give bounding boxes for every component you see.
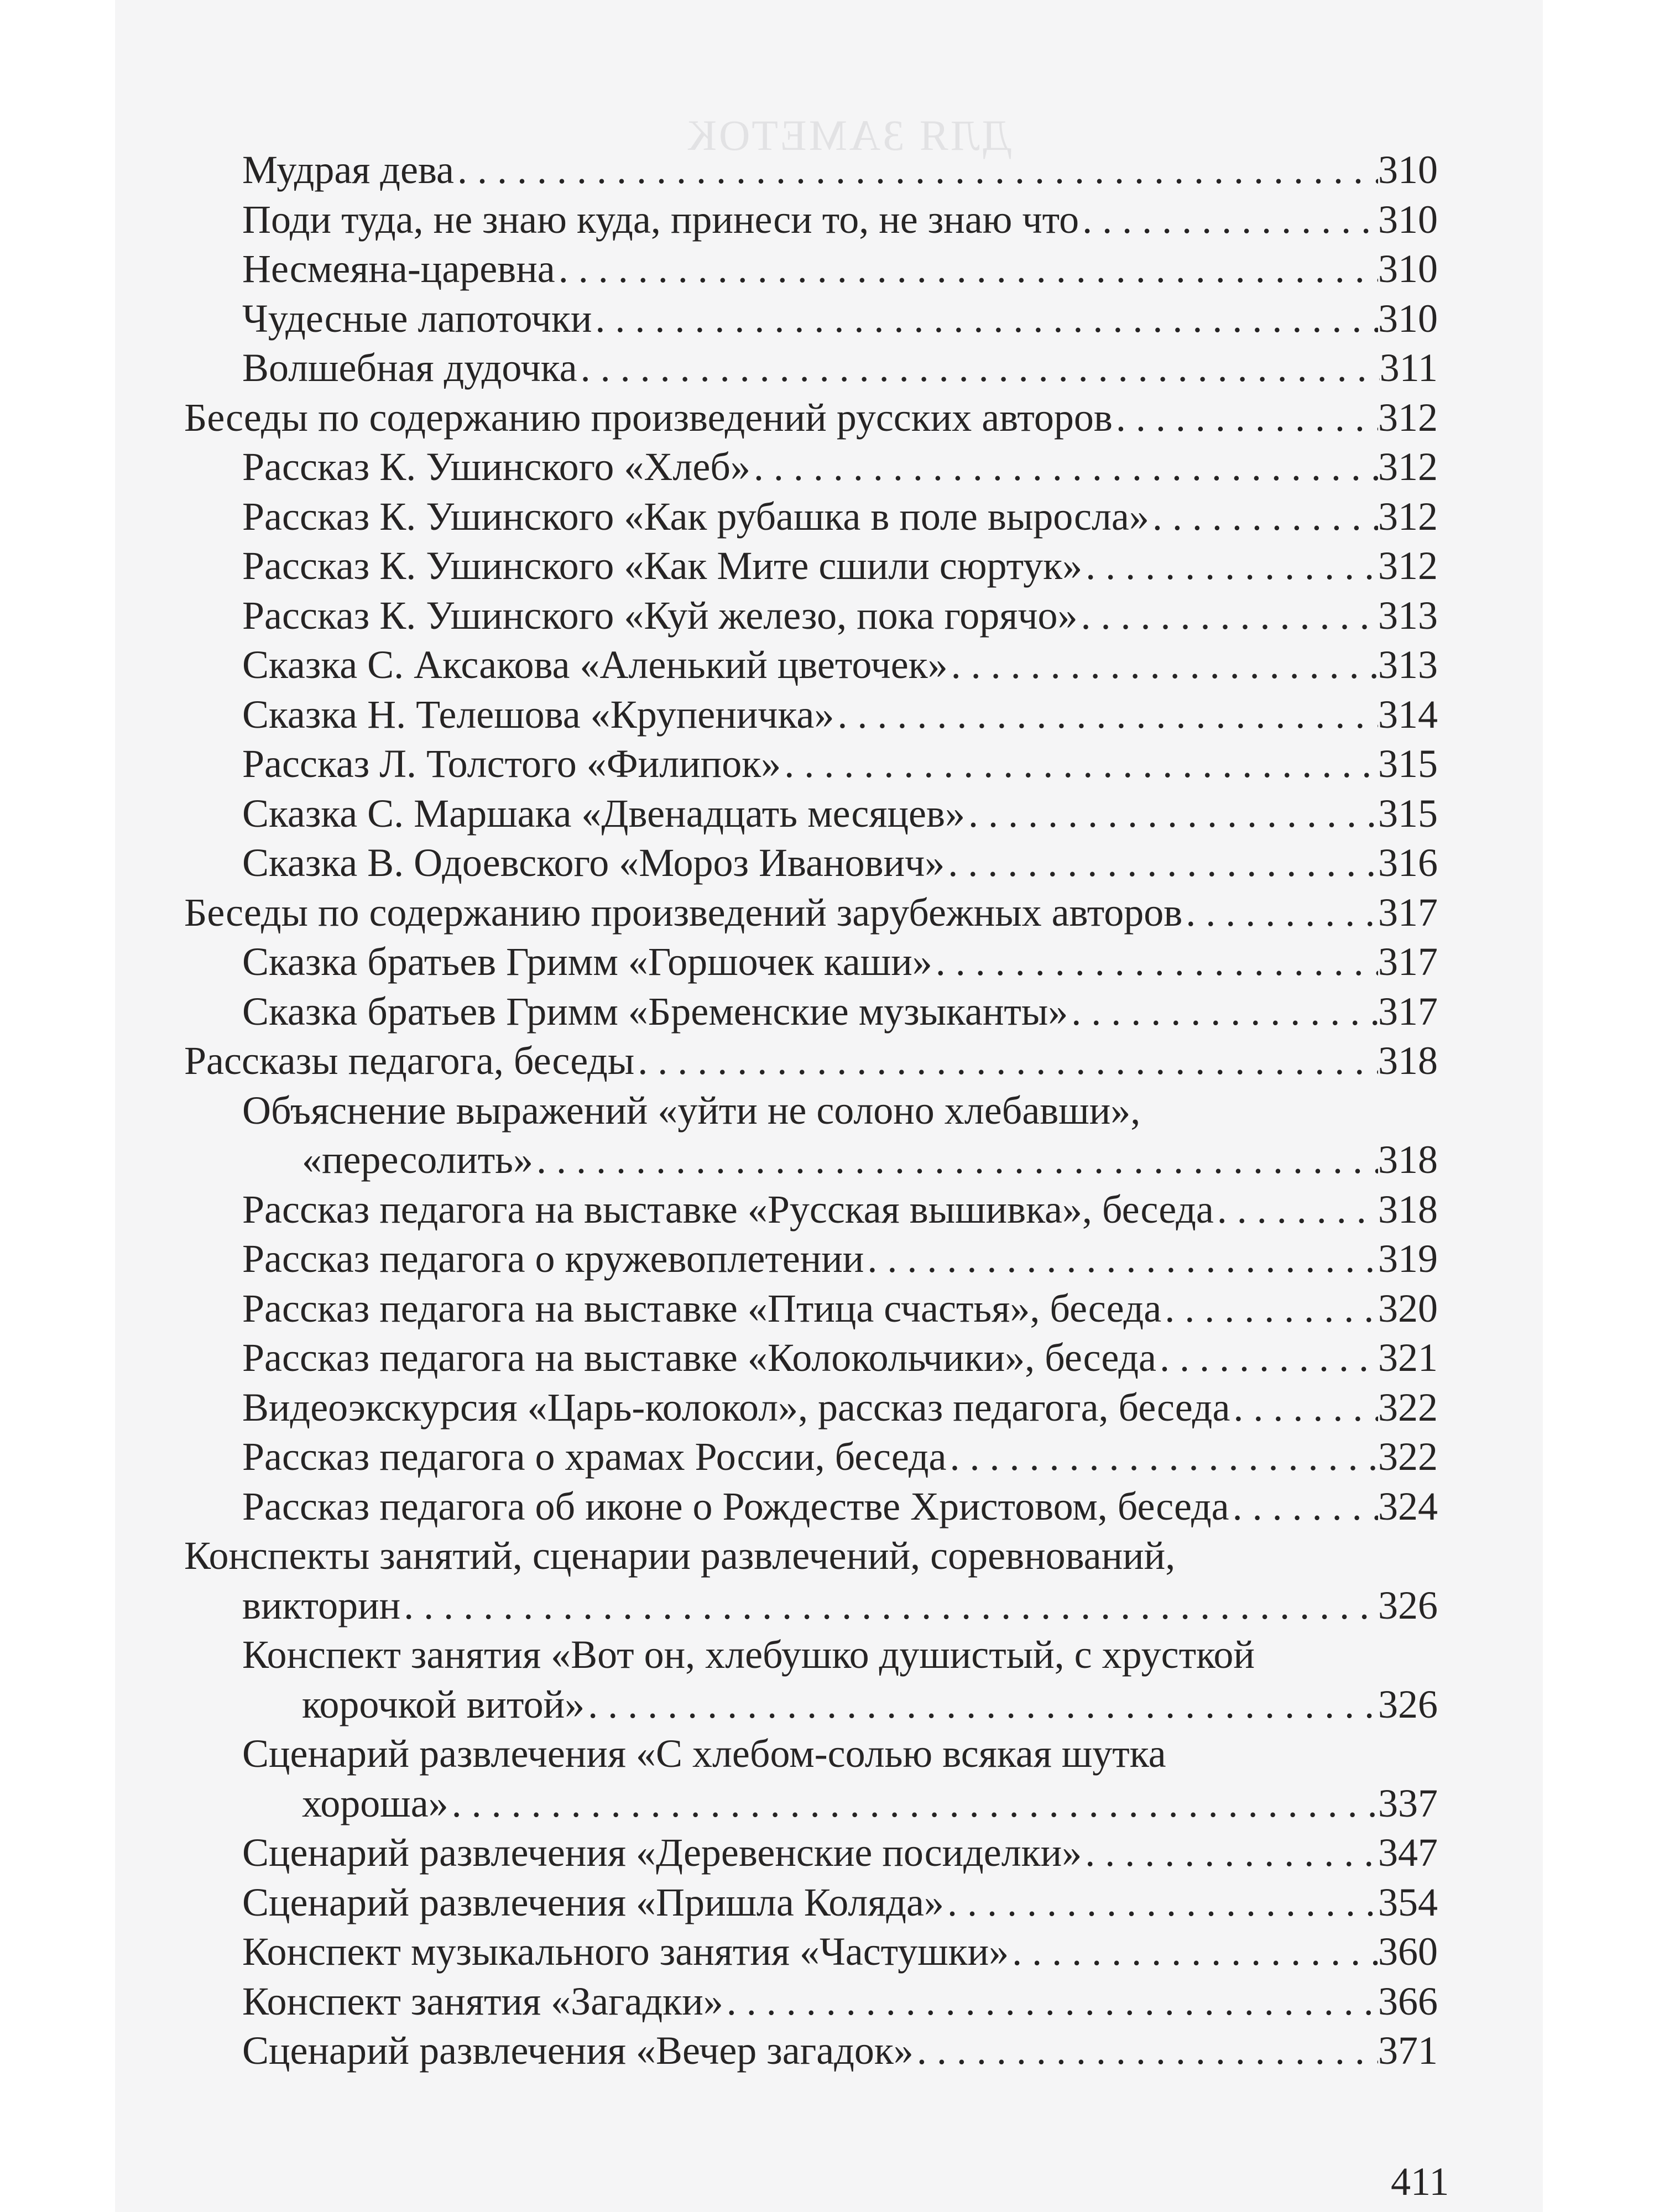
toc-entry-title: «пересолить» bbox=[302, 1138, 534, 1182]
toc-entry-title: Рассказ педагога об иконе о Рождестве Христовом, беседа bbox=[242, 1484, 1229, 1528]
toc-entry-title: Рассказ К. Ушинского «Хлеб» bbox=[242, 445, 750, 489]
toc-entry-title: Рассказ К. Ушинского «Куй железо, пока горячо» bbox=[242, 593, 1078, 638]
dot-leader bbox=[1113, 393, 1378, 442]
dot-leader bbox=[577, 343, 1380, 393]
toc-entry-page: 313 bbox=[1378, 643, 1438, 687]
toc-entry-title: Беседы по содержанию произведений зарубежных авторов bbox=[184, 890, 1183, 935]
toc-entry bbox=[0, 1086, 1438, 1135]
toc-entry-page: 337 bbox=[1378, 1781, 1438, 1825]
dot-leader bbox=[1161, 1284, 1378, 1333]
toc-entry bbox=[0, 1481, 1438, 1531]
toc-entry bbox=[0, 1976, 1438, 2026]
toc-entry-title: Рассказ педагога о храмах России, беседа bbox=[242, 1434, 947, 1479]
toc-entry-page: 310 bbox=[1378, 247, 1438, 291]
toc-entry-title: Сказка братьев Гримм «Горшочек каши» bbox=[242, 940, 932, 984]
toc-entry-page: 322 bbox=[1378, 1385, 1438, 1430]
toc-entry bbox=[0, 195, 1438, 244]
toc-entry-page: 310 bbox=[1378, 148, 1438, 192]
dot-leader bbox=[1149, 492, 1378, 541]
dot-leader bbox=[932, 937, 1378, 987]
toc-entry-page: 312 bbox=[1378, 395, 1438, 440]
toc-entry bbox=[0, 541, 1438, 591]
dot-leader bbox=[585, 1679, 1378, 1729]
toc-entry-title: Рассказ педагога на выставке «Птица счастья», беседа bbox=[242, 1286, 1162, 1331]
toc-entry-page: 324 bbox=[1378, 1484, 1438, 1528]
toc-entry-title: Сказка С. Аксакова «Аленький цветочек» bbox=[242, 643, 948, 687]
toc-entry-page: 317 bbox=[1378, 890, 1438, 935]
toc-entry-title: Беседы по содержанию произведений русских авторов bbox=[184, 395, 1113, 440]
toc-entry-page: 320 bbox=[1378, 1286, 1438, 1331]
toc-entry bbox=[0, 492, 1438, 541]
toc-entry bbox=[0, 1778, 1438, 1828]
toc-entry-title: Рассказ К. Ушинского «Как Мите сшили сюртук» bbox=[242, 544, 1083, 588]
toc-entry-page: 321 bbox=[1378, 1335, 1438, 1380]
toc-entry-title: Сценарий развлечения «С хлебом-солью всякая шутка bbox=[242, 1731, 1166, 1776]
toc-entry bbox=[0, 442, 1438, 492]
toc-entry-page: 313 bbox=[1378, 593, 1438, 638]
toc-entry-page: 311 bbox=[1379, 346, 1438, 390]
dot-leader bbox=[555, 244, 1378, 294]
toc-entry-page: 318 bbox=[1378, 1039, 1438, 1083]
dot-leader bbox=[1082, 541, 1378, 591]
toc-entry-title: Видеоэкскурсия «Царь-колокол», рассказ педагога, беседа bbox=[242, 1385, 1230, 1430]
dot-leader bbox=[1214, 1185, 1378, 1234]
toc-entry-page: 316 bbox=[1378, 841, 1438, 885]
toc-entry bbox=[0, 1432, 1438, 1481]
toc-entry-page: 366 bbox=[1378, 1979, 1438, 2023]
toc-entry bbox=[0, 343, 1438, 393]
toc-entry-title: Рассказы педагога, беседы bbox=[184, 1039, 635, 1083]
toc-entry bbox=[0, 591, 1438, 640]
toc-entry-title: Сценарий развлечения «Пришла Коляда» bbox=[242, 1880, 944, 1924]
toc-entry-title: хороша» bbox=[302, 1781, 448, 1825]
toc-entry-page: 360 bbox=[1378, 1929, 1438, 1974]
toc-entry-page: 317 bbox=[1378, 989, 1438, 1034]
dot-leader bbox=[1078, 591, 1378, 640]
dot-leader bbox=[914, 2026, 1378, 2075]
toc-entry-page: 354 bbox=[1378, 1880, 1438, 1924]
toc-entry-title: Сценарий развлечения «Деревенские посиделки» bbox=[242, 1830, 1082, 1875]
toc-entry bbox=[0, 1580, 1438, 1630]
toc-entry-page: 315 bbox=[1378, 742, 1438, 786]
dot-leader bbox=[781, 739, 1378, 789]
toc-entry-page: 326 bbox=[1378, 1583, 1438, 1627]
dot-leader bbox=[946, 1432, 1378, 1481]
toc-entry-title: корочкой витой» bbox=[302, 1682, 585, 1726]
toc-entry bbox=[0, 1877, 1438, 1927]
toc-entry-title: Сказка С. Маршака «Двенадцать месяцев» bbox=[242, 791, 965, 836]
toc-entry bbox=[0, 987, 1438, 1036]
toc-entry-title: Рассказ педагога на выставке «Русская вышивка», беседа bbox=[242, 1187, 1214, 1232]
toc-entry-page: 312 bbox=[1378, 494, 1438, 539]
toc-entry-page: 318 bbox=[1378, 1138, 1438, 1182]
toc-entry bbox=[0, 739, 1438, 789]
toc-entry-page: 317 bbox=[1378, 940, 1438, 984]
toc-entry bbox=[0, 393, 1438, 442]
dot-leader bbox=[944, 1877, 1378, 1927]
toc-entry bbox=[0, 1036, 1438, 1086]
bleed-through-heading: ДЛЯ ЗАМЕТОК bbox=[686, 111, 1012, 159]
toc-entry bbox=[0, 1284, 1438, 1333]
dot-leader bbox=[834, 690, 1378, 739]
toc-entry bbox=[0, 244, 1438, 294]
dot-leader bbox=[1182, 888, 1378, 937]
dot-leader bbox=[965, 789, 1378, 838]
toc-entry-page: 315 bbox=[1378, 791, 1438, 836]
dot-leader bbox=[864, 1234, 1378, 1284]
dot-leader bbox=[1068, 987, 1378, 1036]
toc-entry-title: Конспект музыкального занятия «Частушки» bbox=[242, 1929, 1009, 1974]
toc-entry bbox=[0, 1333, 1438, 1383]
toc-entry bbox=[0, 690, 1438, 739]
dot-leader bbox=[634, 1036, 1378, 1086]
toc-entry-page: 371 bbox=[1378, 2028, 1438, 2073]
dot-leader bbox=[1079, 195, 1378, 244]
toc-entry-title: Сказка братьев Гримм «Бременские музыканты» bbox=[242, 989, 1068, 1034]
toc-entry-page: 314 bbox=[1378, 692, 1438, 737]
toc-entry-page: 310 bbox=[1378, 296, 1438, 341]
toc-entry-page: 319 bbox=[1378, 1237, 1438, 1281]
toc-entry-page: 312 bbox=[1378, 544, 1438, 588]
toc-entry bbox=[0, 2026, 1438, 2075]
toc-entry-title: Объяснение выражений «уйти не солоно хлебавши», bbox=[242, 1088, 1141, 1133]
toc-entry bbox=[0, 789, 1438, 838]
toc-entry bbox=[0, 640, 1438, 690]
dot-leader bbox=[1230, 1383, 1378, 1432]
dot-leader bbox=[533, 1135, 1378, 1185]
toc-entry-title: Рассказ педагога на выставке «Колокольчики», беседа bbox=[242, 1335, 1157, 1380]
toc-entry-page: 312 bbox=[1378, 445, 1438, 489]
dot-leader bbox=[723, 1976, 1378, 2026]
toc-entry bbox=[0, 294, 1438, 343]
toc-entry bbox=[0, 1383, 1438, 1432]
toc-entry-title: Чудесные лапоточки bbox=[242, 296, 592, 341]
toc-entry-page: 322 bbox=[1378, 1434, 1438, 1479]
toc-entry-page: 318 bbox=[1378, 1187, 1438, 1232]
toc-entry-title: Конспект занятия «Вот он, хлебушко душистый, с хрусткой bbox=[242, 1632, 1255, 1677]
toc-entry-title: викторин bbox=[242, 1583, 401, 1627]
toc-entry bbox=[0, 1679, 1438, 1729]
toc-entry bbox=[0, 838, 1438, 888]
toc-entry-title: Несмеяна-царевна bbox=[242, 247, 555, 291]
toc-entry bbox=[0, 888, 1438, 937]
dot-leader bbox=[750, 442, 1378, 492]
toc-entry-title: Волшебная дудочка bbox=[242, 346, 577, 390]
toc-entry bbox=[0, 1927, 1438, 1976]
dot-leader bbox=[948, 640, 1378, 690]
toc-entry bbox=[0, 1630, 1438, 1679]
dot-leader bbox=[454, 145, 1378, 195]
dot-leader bbox=[1229, 1481, 1378, 1531]
toc-entry-page: 310 bbox=[1378, 197, 1438, 242]
toc-entry bbox=[0, 937, 1438, 987]
dot-leader bbox=[945, 838, 1378, 888]
toc-entry bbox=[0, 1135, 1438, 1185]
toc-entry-title: Поди туда, не знаю куда, принеси то, не знаю что bbox=[242, 197, 1079, 242]
dot-leader bbox=[592, 294, 1378, 343]
dot-leader bbox=[448, 1778, 1378, 1828]
toc-entry bbox=[0, 1234, 1438, 1284]
toc-entry-title: Рассказ К. Ушинского «Как рубашка в поле выросла» bbox=[242, 494, 1149, 539]
dot-leader bbox=[1082, 1828, 1378, 1877]
toc-entry-title: Рассказ Л. Толстого «Филипок» bbox=[242, 742, 781, 786]
dot-leader bbox=[1009, 1927, 1378, 1976]
toc-entry-title: Мудрая дева bbox=[242, 148, 454, 192]
toc-entry bbox=[0, 1729, 1438, 1778]
toc-entry-page: 326 bbox=[1378, 1682, 1438, 1726]
toc-entry bbox=[0, 1828, 1438, 1877]
toc-entry-title: Сказка Н. Телешова «Крупеничка» bbox=[242, 692, 834, 737]
toc-entry bbox=[0, 1185, 1438, 1234]
toc-entry-title: Рассказ педагога о кружевоплетении bbox=[242, 1237, 864, 1281]
toc-entry-title: Конспекты занятий, сценарии развлечений, соревнований, bbox=[184, 1533, 1176, 1578]
toc-entry-page: 347 bbox=[1378, 1830, 1438, 1875]
dot-leader bbox=[1156, 1333, 1378, 1383]
toc-entry bbox=[0, 145, 1438, 195]
toc-entry bbox=[0, 1531, 1438, 1580]
toc-entry-title: Конспект занятия «Загадки» bbox=[242, 1979, 723, 2023]
page-number: 411 bbox=[1391, 2159, 1449, 2204]
dot-leader bbox=[400, 1580, 1378, 1630]
toc-entry-title: Сказка В. Одоевского «Мороз Иванович» bbox=[242, 841, 945, 885]
toc-entry-title: Сценарий развлечения «Вечер загадок» bbox=[242, 2028, 914, 2073]
